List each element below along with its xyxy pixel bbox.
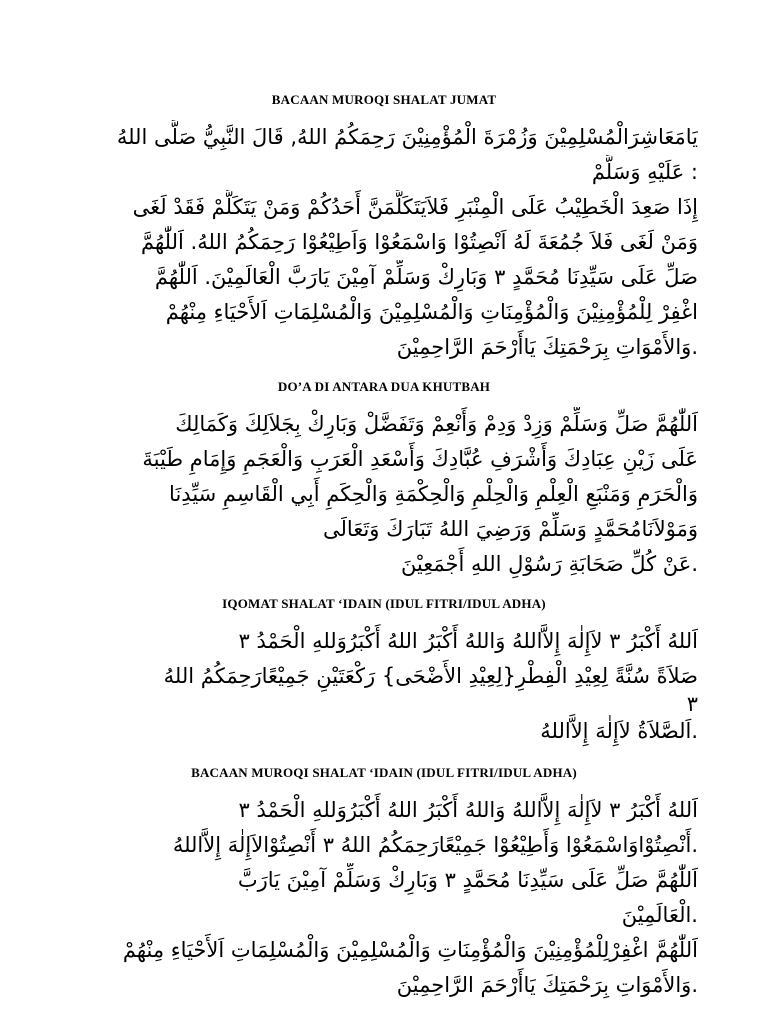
section-heading-muroqi-idain: BACAAN MUROQI SHALAT ‘IDAIN (IDUL FITRI/IDUL ADHA) [191, 765, 577, 780]
text-line: اَللّٰهُمَّ صَلِّ وَسَلِّمْ وَزِدْ وَدِمْ وَأَنْعِمْ وَتَفَضَّلْ وَبَارِكْ بِجَلاَلِكَ وَكَمَالِكَ [175, 412, 698, 436]
section-heading-muroqi-jumat: BACAAN MUROQI SHALAT JUMAT [271, 92, 497, 107]
text-line: صَلاَةً سُنَّةً لِعِيْدِ الْفِطْرِ{لِعِيْدِ الأَضْحَى} رَكْعَتَيْنِ جَمِيْعًارَحِمَكُمُ اللهُ [163, 664, 698, 688]
arabic-text-doa-khutbah [70, 407, 698, 582]
arabic-text-muroqi-jumat [70, 120, 698, 365]
section-heading-iqomat-idain: IQOMAT SHALAT ‘IDAIN (IDUL FITRI/IDUL ADHA) [222, 596, 546, 611]
arabic-text-iqomat-idain [70, 624, 698, 749]
section-heading-doa-khutbah: DO’A DI ANTARA DUA KHUTBAH [277, 379, 491, 394]
text-line: اَللهُ أَكْبَرُ ٣ لاَإِلٰهَ إِلاَّاللهُ وَاللهُ أَكْبَرُ اللهُ أَكْبَرُوَللهِ الْحَمْدُ ٣ [238, 629, 698, 653]
text-line: .وَالأَمْوَاتِ بِرَحْمَتِكَ يَاأَرْحَمَ الرَّاحِمِيْنَ [396, 973, 698, 997]
text-line: وَالْحَرَمِ وَمَنْبَعِ الْعِلْمِ وَالْحِلْمِ وَالْحِكْمَةِ وَالْحِكَمِ أَبِي الْقَاسِمِ سَيِّدِنَا [169, 482, 698, 506]
text-line: .وَالأَمْوَاتِ بِرَحْمَتِكَ يَاأَرْحَمَ الرَّاحِمِيْنَ [396, 335, 698, 359]
text-line: اغْفِرْ لِلْمُؤْمِنِيْنَ وَالْمُؤْمِنَاتِ وَالْمُسْلِمِيْنَ وَالْمُسْلِمَاتِ اَلأَحْيَاءِ مِنْهُمْ [165, 300, 698, 324]
text-line: عَلَى زَيْنِ عِبَادِكَ وَأَشْرَفِ عُبَّادِكَ وَأَسْعَدِ الْعَرَبِ وَالْعَجَمِ وَإِمَامِ طَيْبَةَ [142, 447, 698, 471]
text-line: يَامَعَاشِرَالْمُسْلِمِيْنَ وَزُمْرَةَ الْمُؤْمِنِيْنَ رَحِمَكُمُ اللهُ, قَالَ النَّبِيُّ صَلَّى اللهُ [116, 125, 698, 149]
text-line: .الْعَالَمِيْنَ [621, 903, 698, 927]
text-line: اَللهُ أَكْبَرُ ٣ لاَإِلٰهَ إِلاَّاللهُ وَاللهُ أَكْبَرُ اللهُ أَكْبَرُوَللهِ الْحَمْدُ ٣ [238, 798, 698, 822]
text-line: .اَلصَّلاَةُ لاَإِلٰهَ إِلاَّاللهُ [540, 719, 698, 743]
text-line: إِذَا صَعِدَ الْخَطِيْبُ عَلَى الْمِنْبَرِ فَلاَيَتَكَلَّمَنَّ أَحَدُكُمْ وَمَنْ يَتَكَلَّمْ فَقَدْ لَغَى [132, 195, 698, 219]
text-line: وَمَنْ لَغَى فَلاَ جُمُعَةَ لَهُ اَنْصِتُوْا وَاسْمَعُوْا وَاَطِيْعُوْا رَحِمَكُمُ اللهُ. اَللّٰهُمَّ [141, 230, 698, 254]
text-line: صَلِّ عَلَى سَيِّدِنَا مُحَمَّدٍ ٣ وَبَارِكْ وَسَلِّمْ آمِيْنَ يَارَبَّ الْعَالَمِيْنَ. اَللّٰهُمَّ [154, 265, 698, 289]
text-line: : عَلَيْهِ وَسَلَّمْ [591, 160, 698, 184]
text-line: ٣ [686, 694, 698, 714]
text-line: .عَنْ كُلِّ صَحَابَةِ رَسُوْلِ اللهِ أَجْمَعِيْنَ [400, 552, 698, 576]
text-line: اَللّٰهُمَّ اغْفِرْلِلْمُؤْمِنِيْنَ وَالْمُؤْمِنَاتِ وَالْمُسْلِمِيْنَ وَالْمُسْلِمَاتِ اَلأَحْيَاءِ مِنْهُمْ [122, 938, 698, 962]
text-line: اَللّٰهُمَّ صَلِّ عَلَى سَيِّدِنَا مُحَمَّدٍ ٣ وَبَارِكْ وَسَلِّمْ آمِيْنَ يَارَبَّ [237, 868, 698, 892]
text-line: وَمَوْلاَنَامُحَمَّدٍ وَسَلِّمْ وَرَضِيَ اللهُ تَبَارَكَ وَتَعَالَى [323, 517, 698, 541]
text-line: .أَنْصِتُوْاوَاسْمَعُوْا وَأَطِيْعُوْا جَمِيْعًارَحِمَكُمُ اللهُ ٣ أَنْصِتُوْالاَإِلٰهَ إِلاَّاللهُ [172, 833, 698, 857]
arabic-text-muroqi-idain [70, 793, 698, 1003]
